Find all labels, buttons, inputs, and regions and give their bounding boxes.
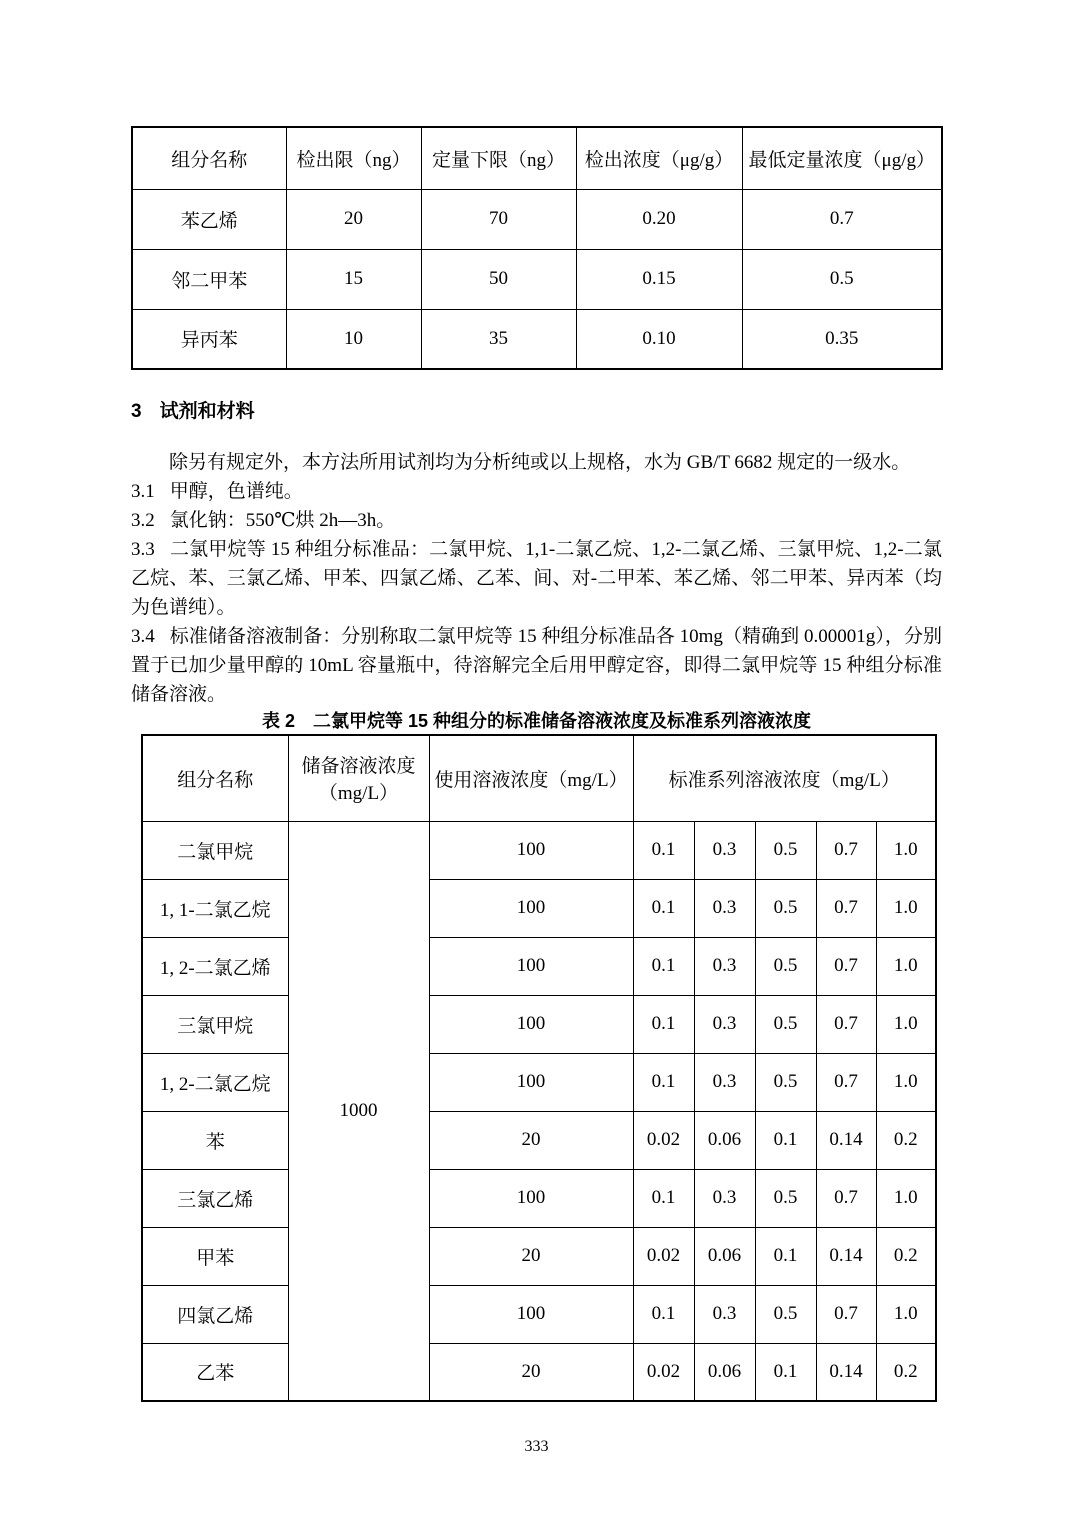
series-value-cell: 0.3 [694, 821, 755, 879]
table-row [142, 995, 936, 1053]
table-row [142, 879, 936, 937]
list-item-3-3 [131, 535, 942, 622]
value-cell: 15 [286, 249, 421, 309]
column-header-cell: 组分名称 [142, 735, 288, 821]
series-value-cell: 0.02 [633, 1227, 694, 1285]
series-value-cell: 0.5 [755, 821, 816, 879]
series-value-cell: 1.0 [876, 937, 936, 995]
value-cell: 70 [421, 189, 576, 249]
value-cell: 35 [421, 309, 576, 369]
column-header-cell: 检出限（ng） [286, 127, 421, 189]
series-value-cell: 0.02 [633, 1343, 694, 1401]
column-header-cell: 储备溶液浓度（mg/L） [288, 735, 429, 821]
series-value-cell: 0.1 [633, 879, 694, 937]
series-value-cell: 0.1 [633, 1053, 694, 1111]
column-header-cell: 最低定量浓度（μg/g） [742, 127, 942, 189]
table-row [132, 249, 942, 309]
use-concentration-cell: 100 [429, 879, 633, 937]
table-row [142, 1285, 936, 1343]
series-value-cell: 0.1 [633, 1169, 694, 1227]
series-value-cell: 0.7 [816, 821, 876, 879]
component-name-cell: 四氯乙烯 [142, 1285, 288, 1343]
component-name-cell: 苯 [142, 1111, 288, 1169]
table-row [142, 1169, 936, 1227]
use-concentration-cell: 100 [429, 1285, 633, 1343]
value-cell: 50 [421, 249, 576, 309]
series-value-cell: 0.14 [816, 1227, 876, 1285]
column-header-cell: 使用溶液浓度（mg/L） [429, 735, 633, 821]
series-value-cell: 0.7 [816, 1053, 876, 1111]
series-value-cell: 0.5 [755, 937, 816, 995]
series-value-cell: 1.0 [876, 995, 936, 1053]
component-name-cell: 异丙苯 [132, 309, 286, 369]
column-header-cell: 检出浓度（μg/g） [576, 127, 742, 189]
table-row [132, 309, 942, 369]
series-value-cell: 0.1 [633, 821, 694, 879]
series-value-cell: 0.7 [816, 937, 876, 995]
series-value-cell: 0.06 [694, 1111, 755, 1169]
series-value-cell: 0.2 [876, 1227, 936, 1285]
series-value-cell: 0.2 [876, 1111, 936, 1169]
section-title: 试剂和材料 [159, 401, 255, 422]
standard-solution-table-body [142, 821, 936, 1401]
table-header-row [142, 735, 936, 821]
value-cell: 0.5 [742, 249, 942, 309]
component-name-cell: 苯乙烯 [132, 189, 286, 249]
component-name-cell: 二氯甲烷 [142, 821, 288, 879]
item-text: 氯化钠：550℃烘 2h—3h。 [169, 510, 396, 531]
series-value-cell: 0.5 [755, 995, 816, 1053]
series-value-cell: 1.0 [876, 879, 936, 937]
series-value-cell: 0.1 [633, 995, 694, 1053]
column-header-cell: 定量下限（ng） [421, 127, 576, 189]
component-name-cell: 甲苯 [142, 1227, 288, 1285]
item-number: 3.4 [131, 626, 155, 647]
component-name-cell: 三氯甲烷 [142, 995, 288, 1053]
standard-solution-table [141, 734, 937, 1402]
component-name-cell: 1, 2-二氯乙烷 [142, 1053, 288, 1111]
column-header-cell: 标准系列溶液浓度（mg/L） [633, 735, 936, 821]
series-value-cell: 0.02 [633, 1111, 694, 1169]
value-cell: 10 [286, 309, 421, 369]
series-value-cell: 0.14 [816, 1343, 876, 1401]
page-number: 333 [524, 1438, 549, 1455]
use-concentration-cell: 20 [429, 1111, 633, 1169]
use-concentration-cell: 20 [429, 1227, 633, 1285]
series-value-cell: 0.1 [633, 1285, 694, 1343]
section-heading [131, 401, 942, 423]
item-number: 3.2 [131, 510, 155, 531]
series-value-cell: 0.3 [694, 995, 755, 1053]
table-row [142, 1227, 936, 1285]
series-value-cell: 0.3 [694, 1169, 755, 1227]
item-text: 标准储备溶液制备：分别称取二氯甲烷等 15 种组分标准品各 10mg（精确到 0.00001g），分别置于已加少量甲醇的 10mL 容量瓶中，待溶解完全后用甲醇定容，即得二氯甲烷等 15 种组分标准储备溶液。 [131, 626, 942, 705]
table-row [142, 821, 936, 879]
component-name-cell: 1, 1-二氯乙烷 [142, 879, 288, 937]
component-name-cell: 1, 2-二氯乙烯 [142, 937, 288, 995]
use-concentration-cell: 20 [429, 1343, 633, 1401]
series-value-cell: 0.7 [816, 995, 876, 1053]
series-value-cell: 0.14 [816, 1111, 876, 1169]
table-row [142, 1111, 936, 1169]
column-header-cell: 组分名称 [132, 127, 286, 189]
use-concentration-cell: 100 [429, 821, 633, 879]
intro-paragraph: 除另有规定外，本方法所用试剂均为分析纯或以上规格，水为 GB/T 6682 规定的一级水。 [169, 452, 911, 473]
series-value-cell: 1.0 [876, 1169, 936, 1227]
series-value-cell: 0.1 [755, 1343, 816, 1401]
value-cell: 0.35 [742, 309, 942, 369]
component-name-cell: 邻二甲苯 [132, 249, 286, 309]
series-value-cell: 1.0 [876, 1285, 936, 1343]
series-value-cell: 0.1 [633, 937, 694, 995]
list-item-3-2 [131, 506, 942, 535]
detection-limits-table-body [132, 189, 942, 369]
item-text: 甲醇，色谱纯。 [169, 481, 303, 502]
section-number: 3 [131, 401, 142, 422]
value-cell: 0.20 [576, 189, 742, 249]
series-value-cell: 0.5 [755, 1053, 816, 1111]
table-row [132, 189, 942, 249]
detection-limits-table-head [132, 127, 942, 189]
list-item-3-4 [131, 622, 942, 709]
series-value-cell: 0.3 [694, 1053, 755, 1111]
item-number: 3.3 [131, 539, 155, 560]
series-value-cell: 1.0 [876, 821, 936, 879]
series-value-cell: 0.5 [755, 879, 816, 937]
item-number: 3.1 [131, 481, 155, 502]
series-value-cell: 0.7 [816, 879, 876, 937]
series-value-cell: 0.3 [694, 937, 755, 995]
item-text: 二氯甲烷等 15 种组分标准品：二氯甲烷、1,1-二氯乙烷、1,2-二氯乙烯、三氯甲烷、1,2-二氯乙烷、苯、三氯乙烯、甲苯、四氯乙烯、乙苯、间、对-二甲苯、苯乙烯、邻二甲苯、异丙苯（均为色谱纯）。 [131, 539, 942, 618]
series-value-cell: 0.3 [694, 879, 755, 937]
series-value-cell: 0.06 [694, 1343, 755, 1401]
table-row [142, 1053, 936, 1111]
use-concentration-cell: 100 [429, 937, 633, 995]
table2-caption: 表 2 二氯甲烷等 15 种组分的标准储备溶液浓度及标准系列溶液浓度 [261, 711, 812, 731]
table-row [142, 937, 936, 995]
component-name-cell: 乙苯 [142, 1343, 288, 1401]
standard-solution-table-head [142, 735, 936, 821]
value-cell: 0.15 [576, 249, 742, 309]
table-header-row [132, 127, 942, 189]
stock-concentration-cell: 1000 [288, 821, 429, 1401]
list-item-3-1 [131, 477, 942, 506]
component-name-cell: 三氯乙烯 [142, 1169, 288, 1227]
use-concentration-cell: 100 [429, 1169, 633, 1227]
series-value-cell: 0.7 [816, 1285, 876, 1343]
detection-limits-table [131, 126, 943, 370]
series-value-cell: 0.1 [755, 1227, 816, 1285]
use-concentration-cell: 100 [429, 1053, 633, 1111]
series-value-cell: 0.06 [694, 1227, 755, 1285]
series-value-cell: 0.5 [755, 1285, 816, 1343]
series-value-cell: 0.5 [755, 1169, 816, 1227]
value-cell: 0.10 [576, 309, 742, 369]
value-cell: 20 [286, 189, 421, 249]
series-value-cell: 0.7 [816, 1169, 876, 1227]
series-value-cell: 1.0 [876, 1053, 936, 1111]
series-value-cell: 0.3 [694, 1285, 755, 1343]
value-cell: 0.7 [742, 189, 942, 249]
table-row [142, 1343, 936, 1401]
series-value-cell: 0.2 [876, 1343, 936, 1401]
use-concentration-cell: 100 [429, 995, 633, 1053]
series-value-cell: 0.1 [755, 1111, 816, 1169]
